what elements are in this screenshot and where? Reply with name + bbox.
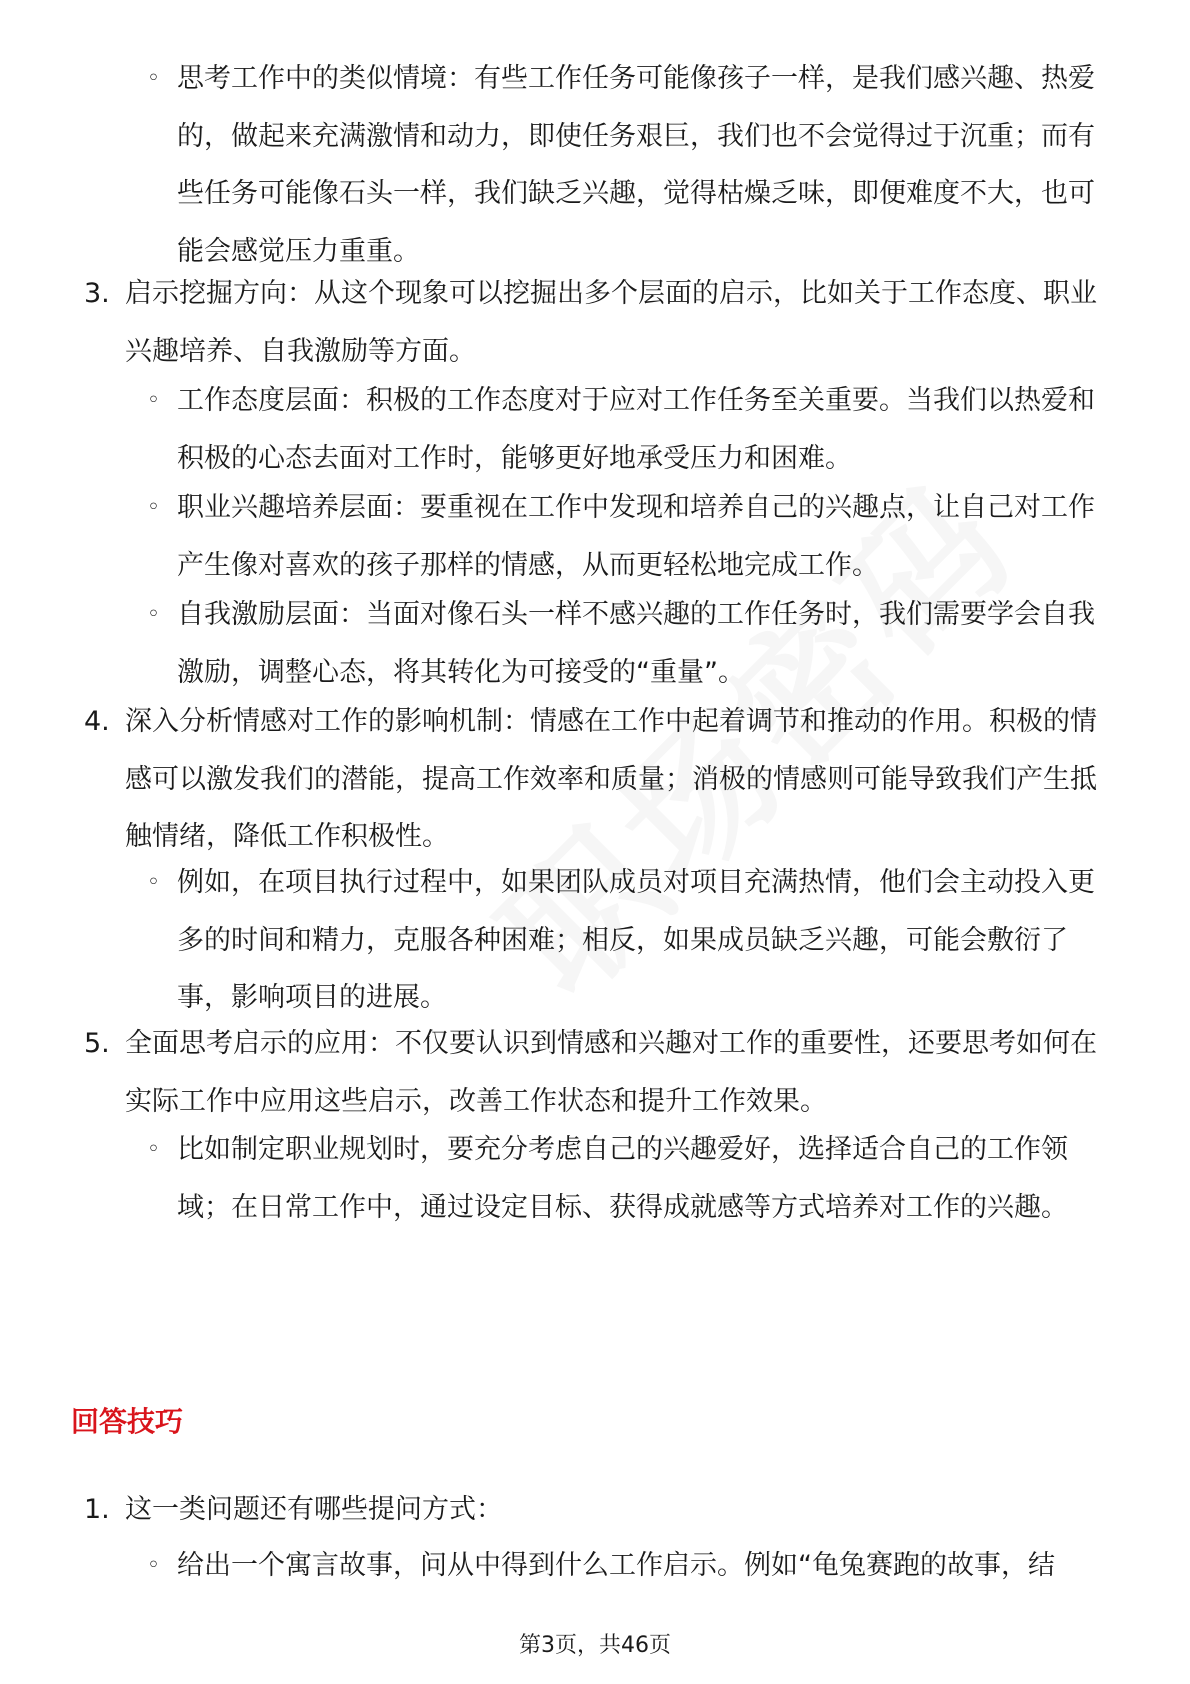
bullet-text: 给出一个寓言故事，问从中得到什么工作启示。例如“龟兔赛跑的故事，结 [177, 1550, 1055, 1581]
bullet-item [149, 1121, 1109, 1236]
bullet-item [149, 854, 1109, 1027]
bullet-marker: ◦ [147, 495, 160, 520]
item-text: 这一类问题还有哪些提问方式： [125, 1494, 503, 1525]
bullet-marker: ◦ [147, 602, 160, 627]
bullet-marker: ◦ [147, 870, 160, 895]
numbered-item [84, 1015, 1114, 1130]
bullet-item [149, 586, 1109, 701]
item-number: 3. [84, 278, 110, 309]
numbered-item [84, 1481, 1114, 1539]
bullet-marker: ◦ [147, 66, 160, 91]
bullet-text: 自我激励层面：当面对像石头一样不感兴趣的工作任务时，我们需要学会自我激励，调整心态，将其转化为可接受的“重量”。 [177, 599, 1095, 688]
item-text: 深入分析情感对工作的影响机制：情感在工作中起着调节和推动的作用。积极的情感可以激发我们的潜能，提高工作效率和质量；消极的情感则可能导致我们产生抵触情绪，降低工作积极性。 [125, 706, 1097, 852]
bullet-text: 比如制定职业规划时，要充分考虑自己的兴趣爱好，选择适合自己的工作领域；在日常工作中，通过设定目标、获得成就感等方式培养对工作的兴趣。 [177, 1134, 1068, 1223]
bullet-marker: ◦ [147, 388, 160, 413]
numbered-item [84, 265, 1114, 380]
bullet-item [149, 479, 1109, 594]
item-text: 全面思考启示的应用：不仅要认识到情感和兴趣对工作的重要性，还要思考如何在实际工作中应用这些启示，改善工作状态和提升工作效果。 [125, 1028, 1097, 1117]
item-number: 1. [84, 1494, 110, 1525]
numbered-item [84, 693, 1114, 866]
item-number: 5. [84, 1028, 110, 1059]
bullet-text: 例如，在项目执行过程中，如果团队成员对项目充满热情，他们会主动投入更多的时间和精力，克服各种困难；相反，如果成员缺乏兴趣，可能会敷衍了事，影响项目的进展。 [177, 867, 1095, 1013]
bullet-item [149, 372, 1109, 487]
bullet-text: 工作态度层面：积极的工作态度对于应对工作任务至关重要。当我们以热爱和积极的心态去面对工作时，能够更好地承受压力和困难。 [177, 385, 1095, 474]
page-footer: 第3页，共46页 [519, 1633, 671, 1658]
bullet-marker: ◦ [147, 1137, 160, 1162]
bullet-marker: ◦ [147, 1553, 160, 1578]
section-heading: 回答技巧 [71, 1405, 184, 1438]
bullet-item [149, 1537, 1109, 1595]
bullet-item [149, 50, 1109, 280]
item-number: 4. [84, 706, 110, 737]
item-text: 启示挖掘方向：从这个现象可以挖掘出多个层面的启示，比如关于工作态度、职业兴趣培养、自我激励等方面。 [125, 278, 1097, 367]
bullet-text: 职业兴趣培养层面：要重视在工作中发现和培养自己的兴趣点，让自己对工作产生像对喜欢的孩子那样的情感，从而更轻松地完成工作。 [177, 492, 1095, 581]
bullet-text: 思考工作中的类似情境：有些工作任务可能像孩子一样，是我们感兴趣、热爱的，做起来充满激情和动力，即使任务艰巨，我们也不会觉得过于沉重；而有些任务可能像石头一样，我们缺乏兴趣，觉得枯燥乏味，即便难度不大，也可能会感觉压力重重。 [177, 63, 1095, 267]
